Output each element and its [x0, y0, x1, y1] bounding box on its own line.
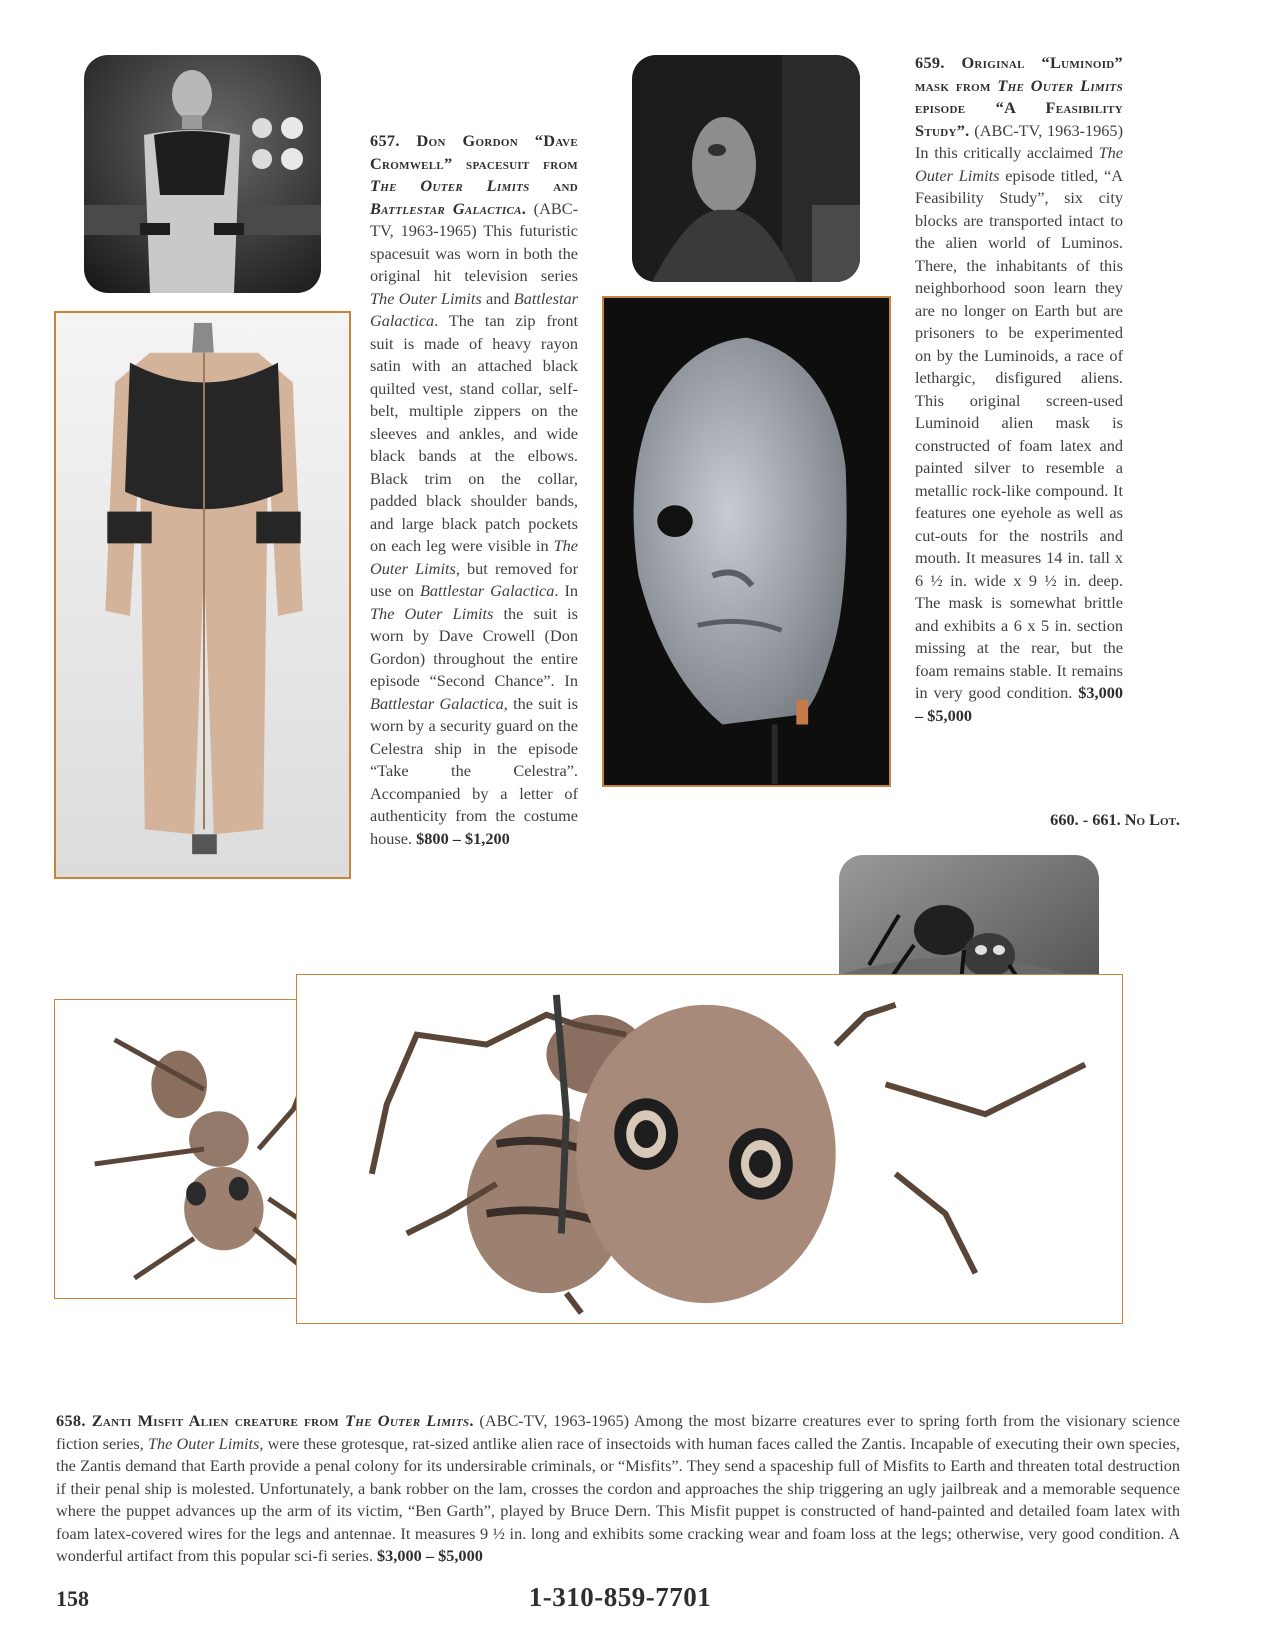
no-lot-notice: 660. - 661. No Lot. [1050, 810, 1180, 829]
lot-659-description: 659. Original “Luminoid” mask from The Outer Limits episode “A Feasibility Study”. (ABC-TV, 1963-1965) In this critically acclaimed The Outer Limits episode titled, “A Feasibility Study”, six city blocks are transported intact to the alien world of Luminos. There, the inhabitants of this neighborhood soon learn they are no longer on Earth but are prisoners to be experimented on by the Luminoids, a race of lethargic, disfigured aliens. This original screen-used Luminoid alien mask is constructed of foam latex and painted silver to resemble a metallic rock-like compound. It features one eyehole as well as cut-outs for the nostrils and mouth. It measures 14 in. tall x 6 ½ in. wide x 9 ½ in. deep. The mask is somewhat brittle and exhibits a 6 x 5 in. section missing at the rear, but the foam remains stable. It remains in very good condition. $3,000 – $5,000 [915, 53, 1123, 725]
lot-659-price: $3,000 – $5,000 [915, 683, 1123, 725]
lot-657-price: $800 – $1,200 [416, 828, 510, 848]
luminoid-still-photo [632, 55, 860, 282]
zanti-front-photo [296, 974, 1123, 1324]
luminoid-mask-photo [602, 296, 891, 787]
lot-658-description: 658. Zanti Misfit Alien creature from The Outer Limits. (ABC-TV, 1963-1965) Among the most bizarre creatures ever to spring forth from the visionary science fiction series, The Outer Limits, were these grotesque, rat-sized antlike alien race of insectoids with human faces called the Zantis. Incapable of executing their own species, the Zantis demand that Earth provide a penal colony for its undersirable criminals, or “Misfits”. They send a spaceship full of Misfits to Earth and threaten total destruction if their penal ship is molested. Unfortunately, a bank robber on the lam, crosses the cordon and approaches the ship triggering an ugly jailbreak and a memorable sequence where the puppet advances up the arm of its victim, “Ben Garth”, played by Bruce Dern. This Misfit puppet is constructed of hand-painted and detailed foam latex with foam latex-covered wires for the legs and antennae. It measures 9 ½ in. long and exhibits some cracking wear and foam loss at the legs; otherwise, very good condition. A wonderful artifact from this popular sci-fi series. $3,000 – $5,000 [56, 1411, 1181, 1565]
phone-number: 1-310-859-7701 [528, 1582, 712, 1612]
lot-659-heading: 659. Original “Luminoid” mask from The Outer Limits episode “A Feasibility Study”. [915, 53, 1123, 140]
spacesuit-still-photo [84, 55, 321, 293]
lot-658-price: $3,000 – $5,000 [377, 1546, 483, 1565]
page-number: 158 [56, 1586, 89, 1611]
lot-658-heading: 658. Zanti Misfit Alien creature from The Outer Limits. [56, 1411, 474, 1430]
spacesuit-photo [54, 311, 351, 879]
lot-657-description: 657. Don Gordon “Dave Cromwell” spacesuit from The Outer Limits and Battlestar Galactica. (ABC-TV, 1963-1965) This futuristic spacesuit was worn in both the original hit television series The Outer Limits and Battlestar Galactica. The tan zip front suit is made of heavy rayon satin with an attached black quilted vest, stand collar, self-belt, multiple zippers on the sleeves and ankles, and wide black bands at the elbows. Black trim on the collar, padded black shoulder bands, and large black patch pockets on each leg were visible in The Outer Limits, but removed for use on Battlestar Galactica. In The Outer Limits the suit is worn by Dave Crowell (Don Gordon) throughout the entire episode “Second Chance”. In Battlestar Galactica, the suit is worn by a security guard on the Celestra ship in the episode “Take the Celestra”. Accompanied by a letter of authenticity from the costume house. $800 – $1,200 [370, 131, 579, 848]
lot-657-heading: 657. Don Gordon “Dave Cromwell” spacesuit from The Outer Limits and Battlestar Galactica. [370, 131, 578, 218]
